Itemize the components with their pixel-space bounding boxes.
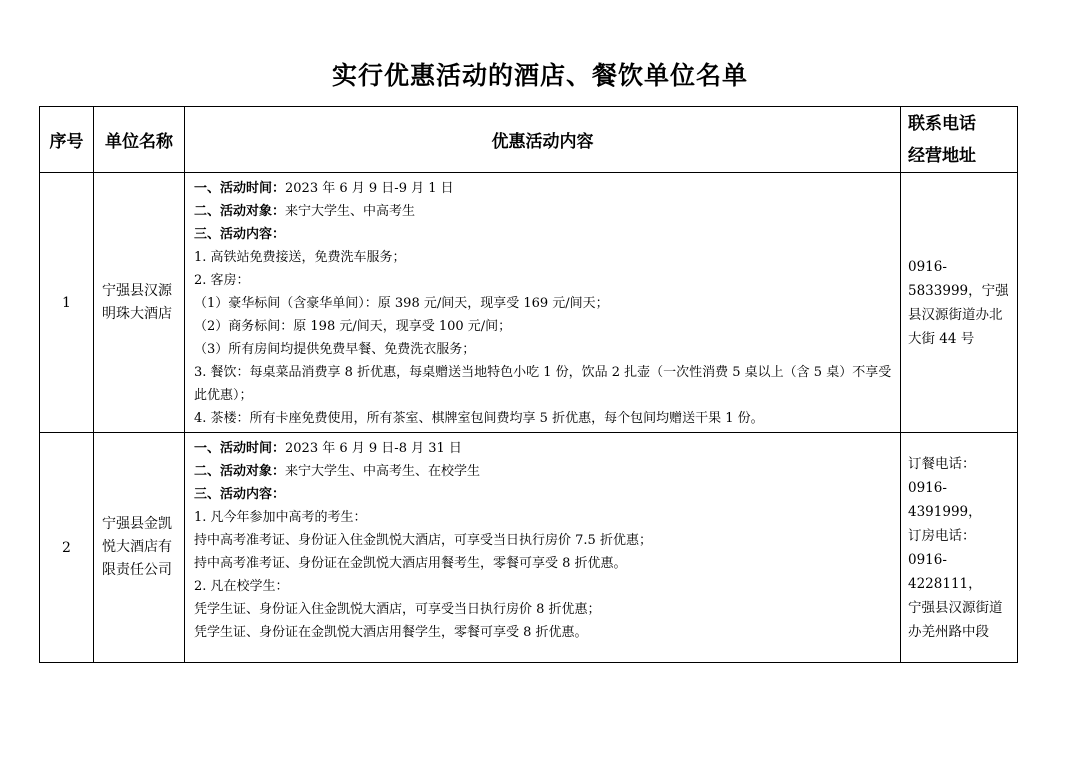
unit-name: 宁强县汉源明珠大酒店	[94, 173, 185, 433]
contact-line: 订房电话：	[908, 527, 976, 544]
table-row	[40, 433, 1018, 663]
content-line: 凭学生证、身份证入住金凯悦大酒店，可享受当日执行房价 8 折优惠；	[194, 602, 601, 617]
contact-address: 0916-5833999，宁强县汉源街道办北大街 44 号	[901, 173, 1018, 433]
header-contact-address: 经营地址	[908, 145, 976, 166]
content-line: 2. 凡在校学生：	[194, 579, 289, 594]
header-contact-phone: 联系电话	[908, 113, 976, 134]
activity-content-label: 三、活动内容：	[194, 487, 286, 502]
contact-line: 订餐电话：	[908, 455, 976, 472]
content-line: 4. 茶楼：所有卡座免费使用，所有茶室、棋牌室包间费均享 5 折优惠，每个包间均赠送干果 1 份。	[194, 411, 764, 426]
contact-line: 0916-4391999，	[908, 479, 982, 520]
promotion-content	[185, 173, 901, 433]
header-name: 单位名称	[94, 107, 185, 173]
content-line: 持中高考准考证、身份证入住金凯悦大酒店，可享受当日执行房价 7.5 折优惠；	[194, 533, 652, 548]
header-contact	[901, 107, 1018, 173]
content-line: 3. 餐饮：每桌菜品消费享 8 折优惠，每桌赠送当地特色小吃 1 份，饮品 2 扎壶（一次性消费 5 桌以上（含 5 桌）不享受此优惠）；	[194, 365, 892, 403]
header-content: 优惠活动内容	[185, 107, 901, 173]
row-number: 2	[40, 433, 94, 663]
content-line: （2）商务标间：原 198 元/间天，现享受 100 元/间；	[194, 319, 512, 334]
hotel-list-table	[39, 106, 1018, 663]
activity-target: 二、活动对象：来宁大学生、中高考生、在校学生	[194, 464, 481, 479]
row-number: 1	[40, 173, 94, 433]
content-line: （3）所有房间均提供免费早餐、免费洗衣服务；	[194, 342, 476, 357]
promotion-content	[185, 433, 901, 663]
unit-name: 宁强县金凯悦大酒店有限责任公司	[94, 433, 185, 663]
content-line: 持中高考准考证、身份证在金凯悦大酒店用餐考生，零餐可享受 8 折优惠。	[194, 556, 627, 571]
content-line: （1）豪华标间（含豪华单间）：原 398 元/间天，现享受 169 元/间天；	[194, 296, 609, 311]
contact-line: 宁强县汉源街道办羌州路中段	[908, 599, 1003, 640]
activity-time: 一、活动时间：2023 年 6 月 9 日-9 月 1 日	[194, 181, 454, 196]
content-line: 2. 客房：	[194, 273, 250, 288]
contact-address	[901, 433, 1018, 663]
contact-line: 0916-4228111，	[908, 551, 982, 592]
content-line: 1. 凡今年参加中高考的考生：	[194, 510, 367, 525]
activity-target: 二、活动对象：来宁大学生、中高考生	[194, 204, 416, 219]
activity-time: 一、活动时间：2023 年 6 月 9 日-8 月 31 日	[194, 441, 462, 456]
table-header-row	[40, 107, 1018, 173]
activity-content-label: 三、活动内容：	[194, 227, 286, 242]
document-title: 实行优惠活动的酒店、餐饮单位名单	[331, 61, 748, 90]
table-row	[40, 173, 1018, 433]
content-line: 1. 高铁站免费接送，免费洗车服务；	[194, 250, 406, 265]
header-no: 序号	[40, 107, 94, 173]
content-line: 凭学生证、身份证在金凯悦大酒店用餐学生，零餐可享受 8 折优惠。	[194, 625, 588, 640]
